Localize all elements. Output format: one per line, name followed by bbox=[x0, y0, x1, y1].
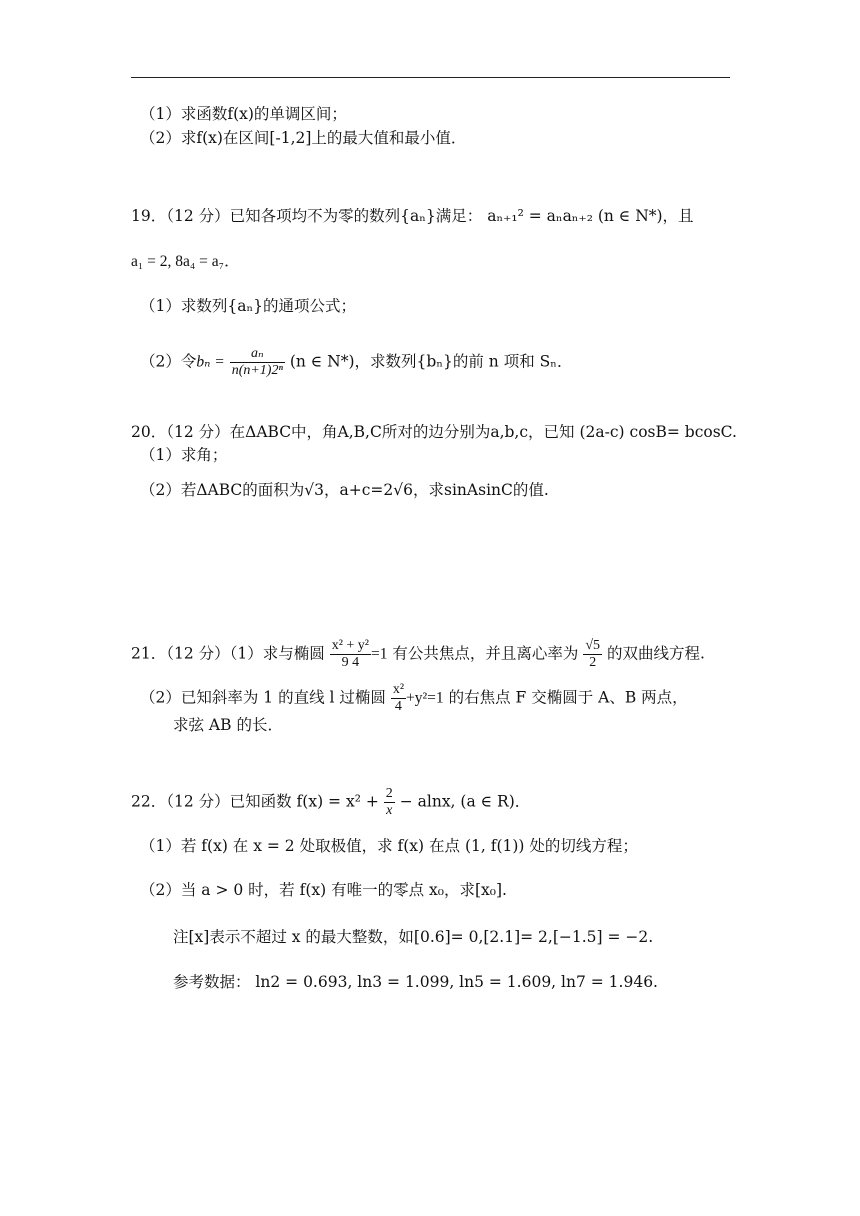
q19-bn-denominator: n(n+1)2ⁿ bbox=[231, 363, 283, 378]
q20-part2: （2）若ΔABC的面积为√3，a+c=2√6，求sinAsinC的值. bbox=[140, 481, 549, 499]
q19-heading: 19．（12 分）已知各项均不为零的数列{aₙ}满足： aₙ₊₁² = aₙaₙ₊₂ (n ∈ N*)，且 bbox=[131, 207, 694, 225]
q21-heading-suffix: 的双曲线方程. bbox=[607, 644, 705, 663]
q19-part2 bbox=[140, 346, 572, 379]
q22-heading-prefix: 22．（12 分）已知函数 f(x) = x² + bbox=[131, 792, 379, 811]
q21-ellipse1-rhs: =1 bbox=[370, 645, 388, 663]
q21-ellipse1-numerator: x² + y² bbox=[331, 638, 369, 653]
q20-part1: （1）求角； bbox=[140, 446, 228, 464]
q22-part2: （2）当 a > 0 时，若 f(x) 有唯一的零点 x₀，求[x₀]. bbox=[140, 881, 507, 899]
q21-heading bbox=[131, 638, 705, 671]
q22-part1: （1）若 f(x) 在 x = 2 处取极值，求 f(x) 在点 (1, f(1)) 处的切线方程； bbox=[140, 837, 638, 855]
q22-reference-data: 参考数据： ln2 = 0.693, ln3 = 1.099, ln5 = 1.609, ln7 = 1.946. bbox=[173, 973, 658, 991]
q21-part2-line2: 求弦 AB 的长． bbox=[173, 716, 283, 734]
q21-ellipse1-fraction bbox=[330, 638, 371, 671]
q21-ellipse2-numerator: x² bbox=[392, 682, 405, 697]
q22-fraction-numerator: 2 bbox=[385, 786, 393, 801]
q19-condition: a₁ = 2, 8a₄ = a₇． bbox=[131, 253, 240, 270]
q21-ellipse2-rhs: +y²=1 bbox=[406, 689, 444, 707]
q21-eccentricity-denominator: 2 bbox=[589, 655, 597, 670]
q21-part2-suffix: 的右焦点 F 交椭圆于 A、B 两点， bbox=[448, 688, 688, 707]
q21-ellipse2-fraction bbox=[391, 682, 406, 715]
q22-fraction bbox=[384, 786, 395, 819]
q20-heading: 20．（12 分）在ΔABC中，角A,B,C所对的边分别为a,b,c，已知 (2a-c) cosB= bcosC. bbox=[131, 423, 737, 441]
q22-heading bbox=[131, 786, 530, 819]
q19-part2-prefix: （2）令 bbox=[140, 352, 197, 371]
q19-part1: （1）求数列{aₙ}的通项公式； bbox=[140, 297, 357, 315]
q21-ellipse1-denominator: 9 4 bbox=[341, 655, 360, 670]
q22-fraction-denominator: x bbox=[386, 803, 393, 818]
q21-part2 bbox=[140, 682, 688, 715]
header-rule bbox=[131, 77, 730, 78]
q21-eccentricity-fraction bbox=[583, 638, 602, 671]
q21-heading-prefix: 21．（12 分）（1）求与椭圆 bbox=[131, 644, 325, 663]
q19-bn-fraction bbox=[230, 346, 285, 379]
q21-heading-middle: 有公共焦点，并且离心率为 bbox=[392, 644, 579, 663]
q19-part2-lhs: bₙ = bbox=[196, 353, 225, 371]
q18-part1: （1）求函数f(x)的单调区间； bbox=[140, 105, 347, 123]
q22-heading-suffix: − alnx, (a ∈ R)． bbox=[399, 792, 531, 811]
q21-ellipse2-denominator: 4 bbox=[394, 699, 402, 714]
q21-eccentricity-numerator: √5 bbox=[585, 638, 601, 653]
q22-note: 注[x]表示不超过 x 的最大整数，如[0.6]= 0,[2.1]= 2,[−1.5] = −2. bbox=[173, 928, 654, 946]
q18-part2: （2）求f(x)在区间[-1,2]上的最大值和最小值． bbox=[140, 129, 467, 147]
q21-part2-prefix: （2）已知斜率为 1 的直线 l 过椭圆 bbox=[140, 688, 386, 707]
q19-bn-numerator: aₙ bbox=[230, 346, 285, 363]
q19-part2-suffix: (n ∈ N*)，求数列{bₙ}的前 n 项和 Sₙ． bbox=[289, 352, 573, 371]
